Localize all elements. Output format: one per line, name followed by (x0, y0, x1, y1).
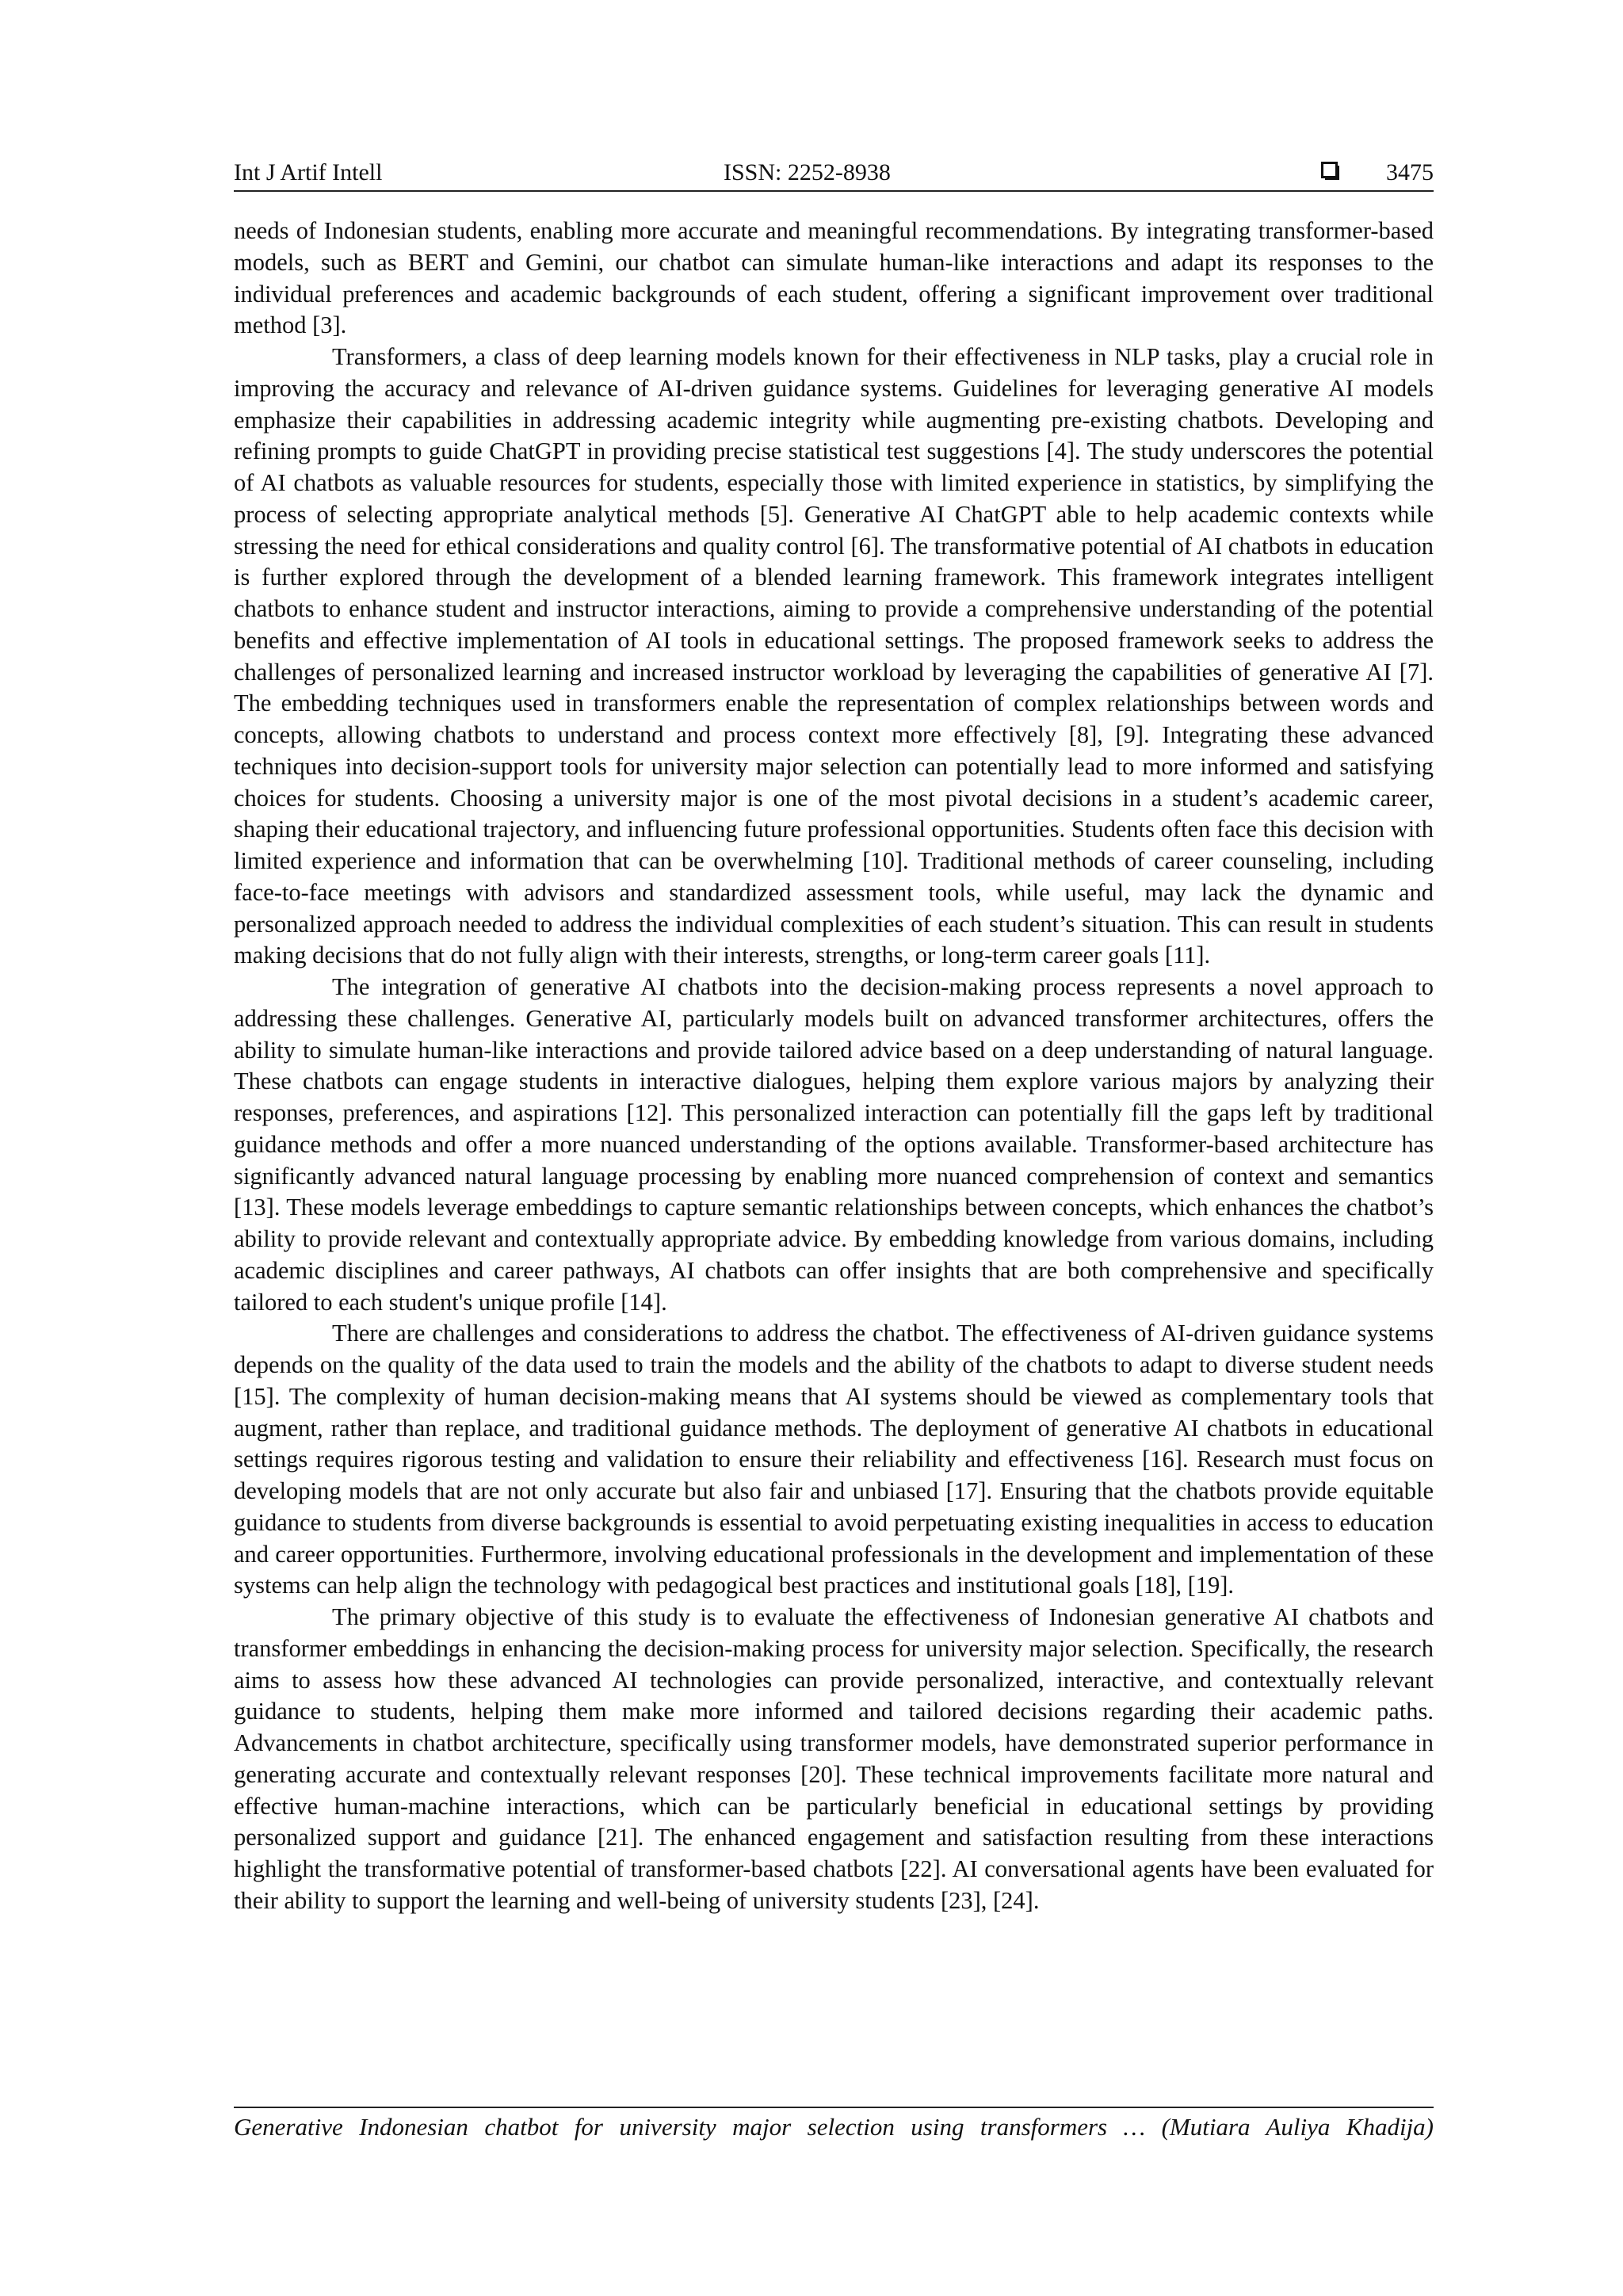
article-body (234, 216, 1434, 1917)
running-footer: Generative Indonesian chatbot for university major selection using transformers … (Mutiara Auliya Khadija) (234, 2107, 1434, 2143)
page-header (234, 154, 1434, 192)
paragraph-continued: needs of Indonesian students, enabling more accurate and meaningful recommendations. By integrating transformer-based models, such as BERT and Gemini, our chatbot can simulate human-like interactions and adapt its responses to the individual preferences and academic backgrounds of each student, offering a significant improvement over traditional method [3]. (234, 217, 1434, 339)
paragraph-challenges: There are challenges and considerations to address the chatbot. The effectiveness of AI-driven guidance systems depends on the quality of the data used to train the models and the ability of the chatbots to adapt to diverse student needs [15]. The complexity of human decision-making means that AI systems should be viewed as complementary tools that augment, rather than replace, and traditional guidance methods. The deployment of generative AI chatbots in educational settings requires rigorous testing and validation to ensure their reliability and effectiveness [16]. Research must focus on developing models that are not only accurate but also fair and unbiased [17]. Ensuring that the chatbots provide equitable guidance to students from diverse backgrounds is essential to avoid perpetuating existing inequalities in access to education and career opportunities. Furthermore, involving educational professionals in the development and implementation of these systems can help align the technology with pedagogical best practices and institutional goals [18], [19]. (234, 1320, 1434, 1599)
paragraph-integration: The integration of generative AI chatbots into the decision-making process represents a novel approach to addressing these challenges. Generative AI, particularly models built on advanced transformer architectures, offers the ability to simulate human-like interactions and provide tailored advice based on a deep understanding of natural language. These chatbots can engage students in interactive dialogues, helping them explore various majors by analyzing their responses, preferences, and aspirations [12]. This personalized interaction can potentially fill the gaps left by traditional guidance methods and offer a more nuanced understanding of the options available. Transformer-based architecture has significantly advanced natural language processing by enabling more nuanced comprehension of context and semantics [13]. These models leverage embeddings to capture semantic relationships between concepts, which enhances the chatbot’s ability to provide relevant and contextually appropriate advice. By embedding knowledge from various domains, including academic disciplines and career pathways, AI chatbots can offer insights that are both comprehensive and specifically tailored to each student's unique profile [14]. (234, 973, 1434, 1316)
paragraph-objective: The primary objective of this study is to evaluate the effectiveness of Indonesian generative AI chatbots and transformer embeddings in enhancing the decision-making process for university major selection. Specifically, the research aims to assess how these advanced AI technologies can provide personalized, interactive, and contextually relevant guidance to students, helping them make more informed and tailored decisions regarding their academic paths. Advancements in chatbot architecture, specifically using transformer models, have demonstrated superior performance in generating accurate and contextually relevant responses [20]. These technical improvements facilitate more natural and effective human-machine interactions, which can be particularly beneficial in educational settings by providing personalized support and guidance [21]. The enhanced engagement and satisfaction resulting from these interactions highlight the transformative potential of transformer-based chatbots [22]. AI conversational agents have been evaluated for their ability to support the learning and well-being of university students [23], [24]. (234, 1603, 1434, 1914)
paragraph-transformers: Transformers, a class of deep learning models known for their effectiveness in NLP tasks, play a crucial role in improving the accuracy and relevance of AI-driven guidance systems. Guidelines for leveraging generative AI models emphasize their capabilities in addressing academic integrity while augmenting pre-existing chatbots. Developing and refining prompts to guide ChatGPT in providing precise statistical test suggestions [4]. The study underscores the potential of AI chatbots as valuable resources for students, especially those with limited experience in statistics, by simplifying the process of selecting appropriate analytical methods [5]. Generative AI ChatGPT able to help academic contexts while stressing the need for ethical considerations and quality control [6]. The transformative potential of AI chatbots in education is further explored through the development of a blended learning framework. This framework integrates intelligent chatbots to enhance student and instructor interactions, aiming to provide a comprehensive understanding of the potential benefits and effective implementation of AI tools in educational settings. The proposed framework seeks to address the challenges of personalized learning and increased instructor workload by leveraging the capabilities of generative AI [7]. The embedding techniques used in transformers enable the representation of complex relationships between words and concepts, allowing chatbots to understand and process context more effectively [8], [9]. Integrating these advanced techniques into decision-support tools for university major selection can potentially lead to more informed and satisfying choices for students. Choosing a university major is one of the most pivotal decisions in a student’s academic career, shaping their educational trajectory, and influencing future professional opportunities. Students often face this decision with limited experience and information that can be overwhelming [10]. Traditional methods of career counseling, including face-to-face meetings with advisors and standardized assessment tools, while useful, may lack the dynamic and personalized approach needed to address the individual complexities of each student’s situation. This can result in students making decisions that do not fully align with their interests, strengths, or long-term career goals [11]. (234, 343, 1434, 969)
journal-name: Int J Artif Intell (234, 159, 383, 185)
page-number: 3475 (1386, 159, 1434, 185)
issn-label: ISSN: 2252-8938 (724, 159, 891, 185)
square-outline-icon (1321, 162, 1338, 178)
